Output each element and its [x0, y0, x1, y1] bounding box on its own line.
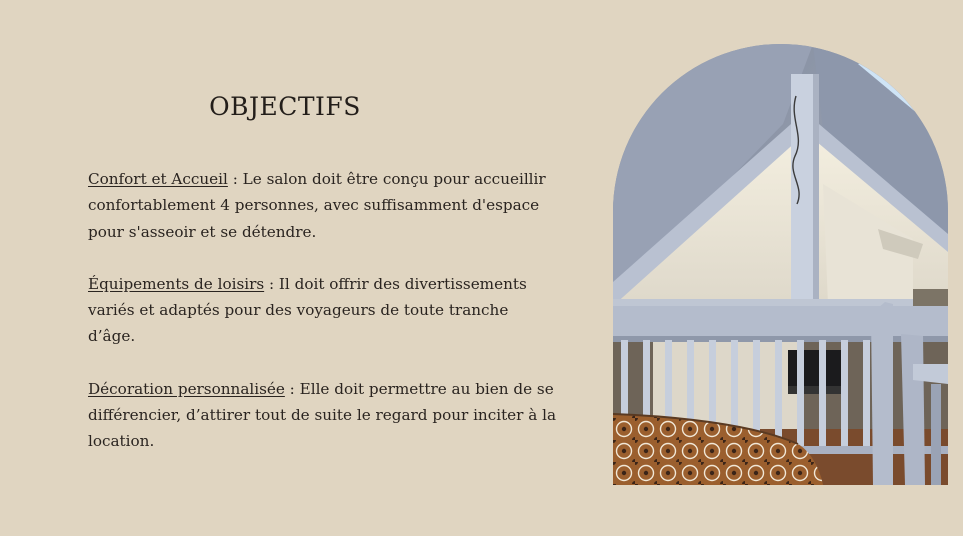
objective-item [88, 166, 558, 245]
objective-item [88, 271, 558, 350]
objective-term: Confort et Accueil [88, 170, 228, 188]
attic-photo-illustration [613, 44, 948, 485]
objective-text: : Elle doit permettre au bien de se différencier, d’attirer tout de suite le regard pour inciter à la location. [88, 379, 557, 451]
objectives-list [88, 166, 558, 481]
objective-term: Équipements de loisirs [88, 274, 265, 293]
objective-text: : Le salon doit être conçu pour accueillir confortablement 4 personnes, avec suffisamment d'espace pour s'asseoir et se détendre. [88, 170, 546, 241]
page-title: OBJECTIFS [209, 92, 361, 121]
objective-term: Décoration personnalisée [88, 379, 285, 398]
objective-text: : Il doit offrir des divertissements variés et adaptés pour des voyageurs de toute tranche d’âge. [88, 274, 527, 346]
attic-photo [613, 44, 948, 485]
objective-item [88, 376, 558, 455]
